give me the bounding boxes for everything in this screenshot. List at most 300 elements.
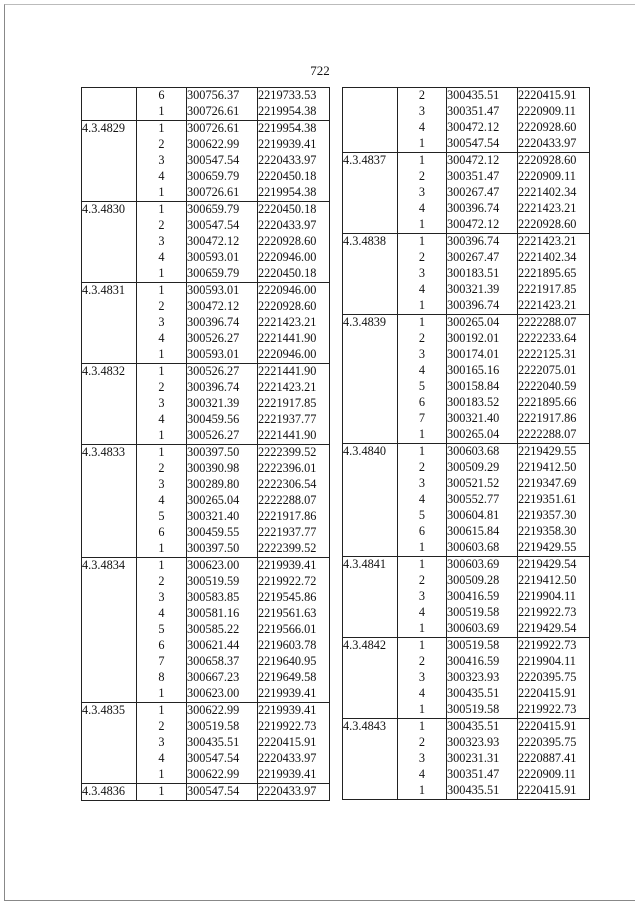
- x-coordinate-cell: 300603.68: [447, 540, 518, 557]
- parcel-id-cell: [82, 396, 137, 412]
- parcel-id-cell: [343, 298, 398, 315]
- table-row: [82, 461, 330, 477]
- y-coordinate-cell: 2220928.60: [258, 234, 330, 250]
- table-row: [82, 751, 330, 767]
- parcel-id-cell: 4.3.4837: [343, 153, 398, 170]
- table-row: [82, 364, 330, 381]
- parcel-id-cell: [82, 347, 137, 364]
- point-number-cell: 3: [137, 735, 187, 751]
- point-number-cell: 1: [398, 444, 447, 461]
- point-number-cell: 6: [398, 524, 447, 540]
- y-coordinate-cell: 2221423.21: [518, 234, 590, 251]
- parcel-id-cell: [343, 347, 398, 363]
- table-row: [343, 250, 590, 266]
- table-row: [82, 396, 330, 412]
- point-number-cell: 1: [398, 234, 447, 251]
- y-coordinate-cell: 2219733.53: [258, 88, 330, 105]
- table-row: [82, 380, 330, 396]
- point-number-cell: 3: [137, 234, 187, 250]
- y-coordinate-cell: 2221895.66: [518, 395, 590, 411]
- y-coordinate-cell: 2221937.77: [258, 525, 330, 541]
- x-coordinate-cell: 300321.40: [187, 509, 258, 525]
- point-number-cell: 3: [398, 670, 447, 686]
- x-coordinate-cell: 300623.00: [187, 686, 258, 703]
- parcel-id-cell: 4.3.4842: [343, 638, 398, 655]
- y-coordinate-cell: 2222288.07: [518, 315, 590, 332]
- parcel-id-cell: [82, 751, 137, 767]
- x-coordinate-cell: 300174.01: [447, 347, 518, 363]
- y-coordinate-cell: 2221423.21: [258, 315, 330, 331]
- point-number-cell: 1: [137, 266, 187, 283]
- parcel-id-cell: [82, 686, 137, 703]
- x-coordinate-cell: 300183.51: [447, 266, 518, 282]
- table-row: [343, 88, 590, 105]
- y-coordinate-cell: 2222288.07: [258, 493, 330, 509]
- x-coordinate-cell: 300267.47: [447, 185, 518, 201]
- point-number-cell: 1: [398, 783, 447, 800]
- point-number-cell: 6: [398, 395, 447, 411]
- y-coordinate-cell: 2219939.41: [258, 767, 330, 784]
- point-number-cell: 7: [137, 654, 187, 670]
- table-row: [343, 783, 590, 800]
- y-coordinate-cell: 2220946.00: [258, 250, 330, 266]
- parcel-id-cell: [343, 427, 398, 444]
- x-coordinate-cell: 300509.28: [447, 573, 518, 589]
- parcel-id-cell: [343, 492, 398, 508]
- x-coordinate-cell: 300519.58: [187, 719, 258, 735]
- point-number-cell: 5: [137, 509, 187, 525]
- y-coordinate-cell: 2219939.41: [258, 558, 330, 575]
- x-coordinate-cell: 300726.61: [187, 104, 258, 121]
- table-row: [82, 735, 330, 751]
- point-number-cell: 1: [137, 202, 187, 219]
- table-row: [343, 427, 590, 444]
- table-row: [343, 395, 590, 411]
- parcel-id-cell: 4.3.4832: [82, 364, 137, 381]
- point-number-cell: 2: [137, 461, 187, 477]
- x-coordinate-cell: 300509.29: [447, 460, 518, 476]
- point-number-cell: 2: [137, 380, 187, 396]
- point-number-cell: 1: [398, 540, 447, 557]
- x-coordinate-cell: 300593.01: [187, 347, 258, 364]
- parcel-id-cell: [343, 136, 398, 153]
- point-number-cell: 4: [398, 767, 447, 783]
- table-row: [82, 541, 330, 558]
- parcel-id-cell: [82, 218, 137, 234]
- x-coordinate-cell: 300265.04: [447, 427, 518, 444]
- x-coordinate-cell: 300659.79: [187, 266, 258, 283]
- point-number-cell: 3: [398, 476, 447, 492]
- parcel-id-cell: [343, 654, 398, 670]
- x-coordinate-cell: 300622.99: [187, 137, 258, 153]
- parcel-id-cell: [82, 638, 137, 654]
- x-coordinate-cell: 300390.98: [187, 461, 258, 477]
- table-row: [343, 153, 590, 170]
- y-coordinate-cell: 2219939.41: [258, 137, 330, 153]
- y-coordinate-cell: 2220433.97: [258, 218, 330, 234]
- table-row: [82, 121, 330, 138]
- y-coordinate-cell: 2219429.55: [518, 444, 590, 461]
- y-coordinate-cell: 2220887.41: [518, 751, 590, 767]
- parcel-id-cell: [343, 379, 398, 395]
- y-coordinate-cell: 2219904.11: [518, 654, 590, 670]
- parcel-id-cell: [343, 589, 398, 605]
- parcel-id-cell: [82, 153, 137, 169]
- table-row: [82, 412, 330, 428]
- y-coordinate-cell: 2222288.07: [518, 427, 590, 444]
- y-coordinate-cell: 2219922.72: [258, 574, 330, 590]
- y-coordinate-cell: 2219358.30: [518, 524, 590, 540]
- x-coordinate-cell: 300726.61: [187, 185, 258, 202]
- x-coordinate-cell: 300435.51: [447, 686, 518, 702]
- table-row: [343, 136, 590, 153]
- x-coordinate-cell: 300526.27: [187, 428, 258, 445]
- x-coordinate-cell: 300396.74: [447, 234, 518, 251]
- y-coordinate-cell: 2219922.73: [258, 719, 330, 735]
- parcel-id-cell: [343, 217, 398, 234]
- table-row: [343, 589, 590, 605]
- parcel-id-cell: [343, 573, 398, 589]
- point-number-cell: 7: [398, 411, 447, 427]
- table-row: [343, 298, 590, 315]
- point-number-cell: 1: [137, 558, 187, 575]
- table-row: [82, 185, 330, 202]
- x-coordinate-cell: 300472.12: [447, 153, 518, 170]
- x-coordinate-cell: 300396.74: [187, 315, 258, 331]
- point-number-cell: 1: [137, 364, 187, 381]
- x-coordinate-cell: 300756.37: [187, 88, 258, 105]
- y-coordinate-cell: 2221441.90: [258, 364, 330, 381]
- y-coordinate-cell: 2222075.01: [518, 363, 590, 379]
- point-number-cell: 1: [398, 136, 447, 153]
- parcel-id-cell: [82, 654, 137, 670]
- y-coordinate-cell: 2221423.21: [518, 298, 590, 315]
- point-number-cell: 3: [137, 396, 187, 412]
- table-row: [82, 558, 330, 575]
- x-coordinate-cell: 300323.93: [447, 670, 518, 686]
- point-number-cell: 1: [137, 445, 187, 462]
- x-coordinate-cell: 300603.69: [447, 557, 518, 574]
- x-coordinate-cell: 300519.58: [447, 702, 518, 719]
- x-coordinate-cell: 300321.39: [447, 282, 518, 298]
- x-coordinate-cell: 300585.22: [187, 622, 258, 638]
- point-number-cell: 4: [137, 331, 187, 347]
- x-coordinate-cell: 300472.12: [447, 217, 518, 234]
- x-coordinate-cell: 300526.27: [187, 331, 258, 347]
- table-row: [343, 573, 590, 589]
- table-row: [343, 540, 590, 557]
- parcel-id-cell: [343, 266, 398, 282]
- y-coordinate-cell: 2220909.11: [518, 104, 590, 120]
- table-row: [82, 202, 330, 219]
- x-coordinate-cell: 300321.39: [187, 396, 258, 412]
- point-number-cell: 2: [137, 574, 187, 590]
- point-number-cell: 8: [137, 670, 187, 686]
- point-number-cell: 2: [398, 88, 447, 105]
- parcel-id-cell: [343, 767, 398, 783]
- point-number-cell: 1: [137, 347, 187, 364]
- parcel-id-cell: [343, 751, 398, 767]
- table-row: [343, 621, 590, 638]
- x-coordinate-cell: 300351.47: [447, 104, 518, 120]
- point-number-cell: 6: [137, 638, 187, 654]
- point-number-cell: 4: [137, 412, 187, 428]
- point-number-cell: 1: [398, 621, 447, 638]
- parcel-id-cell: [82, 670, 137, 686]
- point-number-cell: 1: [137, 283, 187, 300]
- x-coordinate-cell: 300547.54: [187, 784, 258, 801]
- table-row: [343, 460, 590, 476]
- point-number-cell: 3: [398, 347, 447, 363]
- parcel-id-cell: [343, 524, 398, 540]
- x-coordinate-cell: 300289.80: [187, 477, 258, 493]
- y-coordinate-cell: 2219429.54: [518, 621, 590, 638]
- parcel-id-cell: 4.3.4836: [82, 784, 137, 801]
- table-row: [343, 702, 590, 719]
- point-number-cell: 2: [137, 137, 187, 153]
- x-coordinate-cell: 300519.58: [447, 638, 518, 655]
- table-row: [82, 574, 330, 590]
- table-row: [343, 654, 590, 670]
- table-row: [82, 169, 330, 185]
- y-coordinate-cell: 2219954.38: [258, 104, 330, 121]
- parcel-id-cell: [343, 702, 398, 719]
- point-number-cell: 2: [398, 573, 447, 589]
- y-coordinate-cell: 2220433.97: [258, 784, 330, 801]
- x-coordinate-cell: 300547.54: [187, 218, 258, 234]
- table-row: [343, 492, 590, 508]
- x-coordinate-cell: 300351.47: [447, 767, 518, 783]
- x-coordinate-cell: 300192.01: [447, 331, 518, 347]
- y-coordinate-cell: 2220909.11: [518, 169, 590, 185]
- table-row: [343, 282, 590, 298]
- point-number-cell: 1: [137, 428, 187, 445]
- y-coordinate-cell: 2219954.38: [258, 185, 330, 202]
- parcel-id-cell: [343, 363, 398, 379]
- parcel-id-cell: [343, 783, 398, 800]
- table-row: [343, 476, 590, 492]
- y-coordinate-cell: 2219429.54: [518, 557, 590, 574]
- y-coordinate-cell: 2221917.85: [258, 396, 330, 412]
- point-number-cell: 6: [137, 88, 187, 105]
- y-coordinate-cell: 2219347.69: [518, 476, 590, 492]
- y-coordinate-cell: 2220450.18: [258, 266, 330, 283]
- x-coordinate-cell: 300552.77: [447, 492, 518, 508]
- coordinates-table-right: [342, 87, 590, 800]
- parcel-id-cell: [82, 767, 137, 784]
- table-row: [82, 250, 330, 266]
- y-coordinate-cell: 2221402.34: [518, 185, 590, 201]
- table-row: [343, 767, 590, 783]
- table-row: [82, 234, 330, 250]
- parcel-id-cell: 4.3.4841: [343, 557, 398, 574]
- y-coordinate-cell: 2221937.77: [258, 412, 330, 428]
- y-coordinate-cell: 2219429.55: [518, 540, 590, 557]
- parcel-id-cell: [343, 331, 398, 347]
- y-coordinate-cell: 2219357.30: [518, 508, 590, 524]
- table-row: [343, 169, 590, 185]
- parcel-id-cell: [82, 299, 137, 315]
- table-row: [343, 234, 590, 251]
- y-coordinate-cell: 2219939.41: [258, 703, 330, 720]
- table-row: [82, 266, 330, 283]
- x-coordinate-cell: 300603.69: [447, 621, 518, 638]
- x-coordinate-cell: 300435.51: [187, 735, 258, 751]
- parcel-id-cell: [82, 331, 137, 347]
- x-coordinate-cell: 300726.61: [187, 121, 258, 138]
- table-row: [82, 153, 330, 169]
- y-coordinate-cell: 2219939.41: [258, 686, 330, 703]
- x-coordinate-cell: 300519.58: [447, 605, 518, 621]
- parcel-id-cell: [82, 88, 137, 105]
- point-number-cell: 1: [137, 121, 187, 138]
- parcel-id-cell: [82, 509, 137, 525]
- y-coordinate-cell: 2222125.31: [518, 347, 590, 363]
- point-number-cell: 3: [398, 751, 447, 767]
- x-coordinate-cell: 300472.12: [447, 120, 518, 136]
- x-coordinate-cell: 300396.74: [447, 298, 518, 315]
- y-coordinate-cell: 2220433.97: [258, 751, 330, 767]
- parcel-id-cell: [343, 169, 398, 185]
- parcel-id-cell: [82, 477, 137, 493]
- y-coordinate-cell: 2221423.21: [258, 380, 330, 396]
- coordinates-table-left: [81, 87, 330, 801]
- point-number-cell: 4: [137, 606, 187, 622]
- y-coordinate-cell: 2220928.60: [518, 120, 590, 136]
- x-coordinate-cell: 300397.50: [187, 541, 258, 558]
- parcel-id-cell: [82, 719, 137, 735]
- x-coordinate-cell: 300321.40: [447, 411, 518, 427]
- parcel-id-cell: [343, 540, 398, 557]
- point-number-cell: 4: [398, 605, 447, 621]
- table-row: [343, 444, 590, 461]
- y-coordinate-cell: 2221917.86: [518, 411, 590, 427]
- y-coordinate-cell: 2222233.64: [518, 331, 590, 347]
- parcel-id-cell: 4.3.4833: [82, 445, 137, 462]
- point-number-cell: 1: [398, 557, 447, 574]
- table-row: [343, 524, 590, 540]
- y-coordinate-cell: 2220450.18: [258, 169, 330, 185]
- x-coordinate-cell: 300621.44: [187, 638, 258, 654]
- parcel-id-cell: [82, 234, 137, 250]
- table-row: [343, 315, 590, 332]
- y-coordinate-cell: 2220433.97: [518, 136, 590, 153]
- point-number-cell: 3: [137, 477, 187, 493]
- x-coordinate-cell: 300622.99: [187, 703, 258, 720]
- x-coordinate-cell: 300472.12: [187, 234, 258, 250]
- table-row: [82, 477, 330, 493]
- parcel-id-cell: [343, 104, 398, 120]
- y-coordinate-cell: 2221402.34: [518, 250, 590, 266]
- x-coordinate-cell: 300593.01: [187, 283, 258, 300]
- x-coordinate-cell: 300265.04: [447, 315, 518, 332]
- point-number-cell: 3: [398, 266, 447, 282]
- y-coordinate-cell: 2219561.63: [258, 606, 330, 622]
- y-coordinate-cell: 2222306.54: [258, 477, 330, 493]
- parcel-id-cell: 4.3.4834: [82, 558, 137, 575]
- parcel-id-cell: [343, 88, 398, 105]
- x-coordinate-cell: 300396.74: [447, 201, 518, 217]
- table-row: [82, 218, 330, 234]
- table-row: [343, 605, 590, 621]
- x-coordinate-cell: 300521.52: [447, 476, 518, 492]
- parcel-id-cell: [343, 250, 398, 266]
- point-number-cell: 1: [137, 185, 187, 202]
- x-coordinate-cell: 300519.59: [187, 574, 258, 590]
- table-row: [82, 428, 330, 445]
- y-coordinate-cell: 2220928.60: [518, 153, 590, 170]
- y-coordinate-cell: 2220433.97: [258, 153, 330, 169]
- parcel-id-cell: [343, 201, 398, 217]
- parcel-id-cell: [82, 574, 137, 590]
- parcel-id-cell: [82, 428, 137, 445]
- y-coordinate-cell: 2220450.18: [258, 202, 330, 219]
- x-coordinate-cell: 300547.54: [447, 136, 518, 153]
- point-number-cell: 2: [137, 299, 187, 315]
- table-row: [82, 525, 330, 541]
- x-coordinate-cell: 300667.23: [187, 670, 258, 686]
- point-number-cell: 4: [398, 492, 447, 508]
- table-row: [82, 670, 330, 686]
- x-coordinate-cell: 300435.51: [447, 88, 518, 105]
- y-coordinate-cell: 2221895.65: [518, 266, 590, 282]
- x-coordinate-cell: 300604.81: [447, 508, 518, 524]
- y-coordinate-cell: 2220415.91: [518, 719, 590, 736]
- parcel-id-cell: [343, 185, 398, 201]
- parcel-id-cell: [343, 605, 398, 621]
- table-row: [343, 379, 590, 395]
- point-number-cell: 3: [137, 590, 187, 606]
- parcel-id-cell: [343, 460, 398, 476]
- point-number-cell: 1: [137, 767, 187, 784]
- y-coordinate-cell: 2219351.61: [518, 492, 590, 508]
- point-number-cell: 3: [398, 104, 447, 120]
- parcel-id-cell: [82, 266, 137, 283]
- point-number-cell: 1: [398, 153, 447, 170]
- table-row: [343, 557, 590, 574]
- table-row: [343, 347, 590, 363]
- point-number-cell: 6: [137, 525, 187, 541]
- table-row: [343, 670, 590, 686]
- table-row: [82, 283, 330, 300]
- point-number-cell: 4: [137, 751, 187, 767]
- point-number-cell: 4: [398, 201, 447, 217]
- x-coordinate-cell: 300165.16: [447, 363, 518, 379]
- parcel-id-cell: [343, 686, 398, 702]
- x-coordinate-cell: 300435.51: [447, 719, 518, 736]
- parcel-id-cell: [343, 411, 398, 427]
- table-row: [82, 445, 330, 462]
- x-coordinate-cell: 300526.27: [187, 364, 258, 381]
- x-coordinate-cell: 300416.59: [447, 654, 518, 670]
- point-number-cell: 2: [137, 719, 187, 735]
- parcel-id-cell: [82, 622, 137, 638]
- page-number: 722: [310, 63, 330, 78]
- y-coordinate-cell: 2220415.91: [518, 686, 590, 702]
- parcel-id-cell: [82, 250, 137, 266]
- parcel-id-cell: [82, 137, 137, 153]
- point-number-cell: 1: [137, 541, 187, 558]
- x-coordinate-cell: 300435.51: [447, 783, 518, 800]
- table-row: [343, 266, 590, 282]
- parcel-id-cell: [82, 493, 137, 509]
- y-coordinate-cell: 2220395.75: [518, 735, 590, 751]
- parcel-id-cell: 4.3.4835: [82, 703, 137, 720]
- x-coordinate-cell: 300583.85: [187, 590, 258, 606]
- parcel-id-cell: [82, 461, 137, 477]
- y-coordinate-cell: 2221917.86: [258, 509, 330, 525]
- parcel-id-cell: 4.3.4831: [82, 283, 137, 300]
